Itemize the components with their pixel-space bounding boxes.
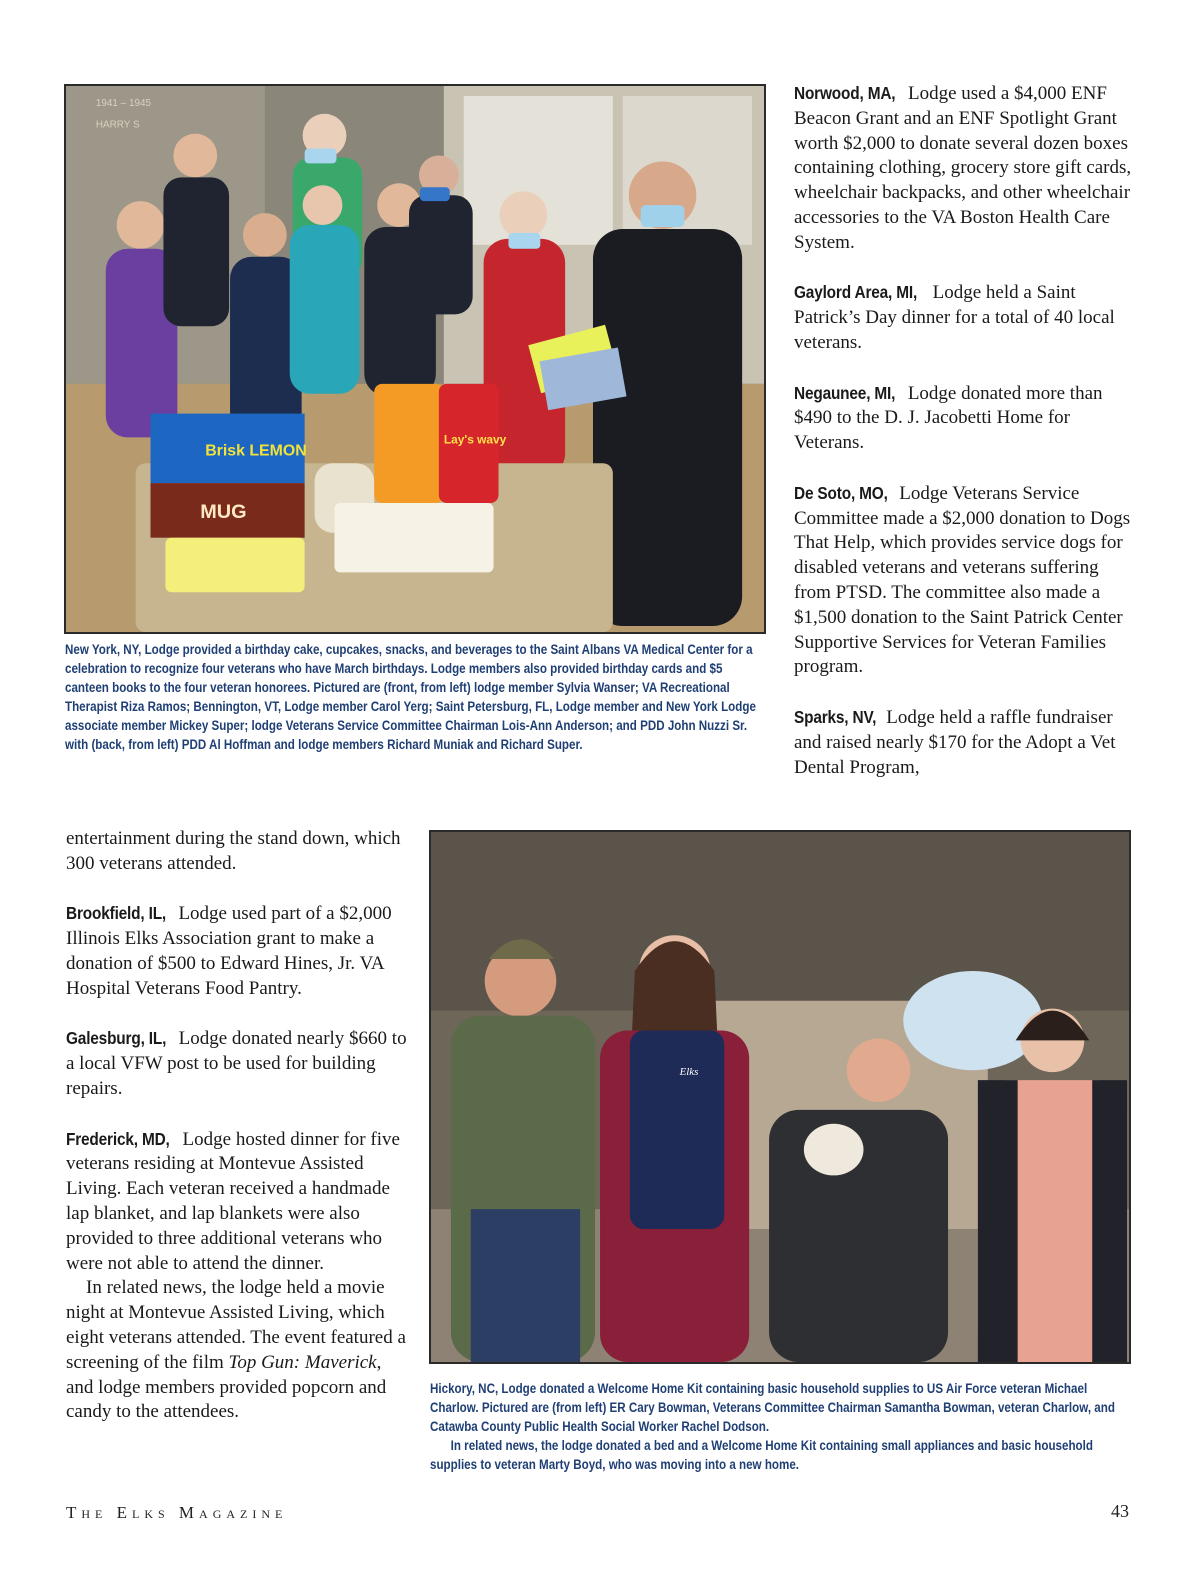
caption-lead: New York, NY, xyxy=(65,642,142,657)
entry-location: De Soto, MO, xyxy=(794,482,888,503)
entry-location: Negaunee, MI, xyxy=(794,382,896,403)
shirt-logo-text: Elks xyxy=(679,1066,699,1079)
entry-text: Lodge hosted dinner for five veterans residing at Montevue Assisted Living. Each veteran received a handmade lap blanket, and lap blankets were also provided to three additional veterans who were not able to attend the dinner. xyxy=(66,1128,400,1274)
entry-galesburg xyxy=(66,1026,411,1101)
film-title: Top Gun: Maverick xyxy=(228,1351,377,1373)
article-column-right xyxy=(794,81,1139,780)
entry-gaylord xyxy=(794,280,1139,355)
entry-negaunee xyxy=(794,381,1139,456)
chips-bag-label: Lay's wavy xyxy=(443,432,507,447)
caption-text: Lodge provided a birthday cake, cupcakes, snacks, and beverages to the Saint Albans VA Medical Center for a celebration to recognize four veterans who have March birthdays. Lodge members also provided birthday cards and $5 canteen books to the four veteran honorees. Pictured are (front, from left) lodge member Sylvia Wanser; VA Recreational Therapist Riza Ramos; Bennington, VT, Lodge member Carol Yerg; Saint Petersburg, FL, Lodge member and New York Lodge associate member Mickey Super; lodge Veterans Service Committee Chairman Lois-Ann Anderson; and PDD John Nuzzi Sr. with (back, from left) PDD Al Hoffman and lodge members Richard Muniak and Richard Super. xyxy=(65,642,756,752)
entry-text: Lodge used part of a $2,000 Illinois Elks Association grant to make a donation of $500 to Edward Hines, Jr. VA Hospital Veterans Food Pantry. xyxy=(66,903,392,999)
related-text-end: , and lodge members provided popcorn and candy to the attendees. xyxy=(66,1351,387,1423)
entry-text: Lodge donated more than $490 to the D. J. Jacobetti Home for Veterans. xyxy=(794,382,1103,454)
entry-text: Lodge used a $4,000 ENF Beacon Grant and an ENF Spotlight Grant worth $2,000 to donate several dozen boxes containing clothing, grocery store gift cards, wheelchair backpacks, and other wheelchair accessories to the VA Boston Health Care System. xyxy=(794,83,1132,253)
magazine-title: The Elks Magazine xyxy=(66,1503,288,1522)
entry-frederick xyxy=(66,1127,411,1277)
entry-continuation: entertainment during the stand down, which 300 veterans attended. xyxy=(66,828,401,874)
entry-text: Lodge held a raffle fundraiser and raised nearly $170 for the Adopt a Vet Dental Program, xyxy=(794,706,1116,778)
poster-text-2: HARRY S xyxy=(95,119,140,131)
entry-de-soto xyxy=(794,481,1139,680)
mug-box-label: MUG xyxy=(200,500,247,523)
entry-text: Lodge Veterans Service Committee made a $2,000 donation to Dogs That Help, which provides service dogs for disabled veterans and veterans suffering from PTSD. The committee also made a $1,500 donation to the Saint Patrick Center Supportive Services for Veteran Families program. xyxy=(794,482,1131,678)
entry-related-news xyxy=(66,1276,411,1425)
related-text: In related news, the lodge held a movie night at Montevue Assisted Living, which eight veterans attended. The event featured a screening of the film xyxy=(66,1277,406,1373)
entry-norwood xyxy=(794,81,1139,256)
caption-hickory xyxy=(430,1379,1132,1474)
entry-sparks xyxy=(794,705,1139,780)
entry-location: Gaylord Area, MI, xyxy=(794,282,918,303)
poster-text-1: 1941 – 1945 xyxy=(95,97,152,109)
entry-text: Lodge donated nearly $660 to a local VFW post to be used for building repairs. xyxy=(66,1028,407,1099)
entry-location: Frederick, MD, xyxy=(66,1128,170,1149)
entry-location: Brookfield, IL, xyxy=(66,903,167,924)
page-number: 43 xyxy=(1111,1501,1129,1521)
photo-new-york-lodge xyxy=(64,84,766,634)
photo-new-york-illustration xyxy=(66,86,764,632)
brisk-box-label: Brisk LEMON xyxy=(205,442,307,460)
entry-text: Lodge held a Saint Patrick’s Day dinner for a total of 40 local veterans. xyxy=(794,282,1115,353)
caption-text: Lodge donated a Welcome Home Kit containing basic household supplies to US Air Force veteran Michael Charlow. Pictured are (from left) ER Cary Bowman, Veterans Committee Chairman Samantha Bowman, veteran Charlow, and Catawba County Public Health Social Worker Rachel Dodson. xyxy=(430,1381,1115,1434)
entry-location: Sparks, NV, xyxy=(794,706,877,727)
entry-brookfield xyxy=(66,901,411,1001)
caption-related: In related news, the lodge donated a bed and a Welcome Home Kit containing small appliances and basic household supplies to veteran Marty Boyd, who was moving into a new home. xyxy=(430,1438,1093,1472)
entry-location: Norwood, MA, xyxy=(794,83,896,103)
photo-hickory-lodge xyxy=(429,830,1131,1364)
article-column-left xyxy=(66,827,411,1425)
photo-hickory-illustration xyxy=(431,832,1129,1362)
caption-lead: Hickory, NC, xyxy=(430,1381,499,1396)
entry-location: Galesburg, IL, xyxy=(66,1028,167,1049)
caption-new-york xyxy=(65,640,767,754)
